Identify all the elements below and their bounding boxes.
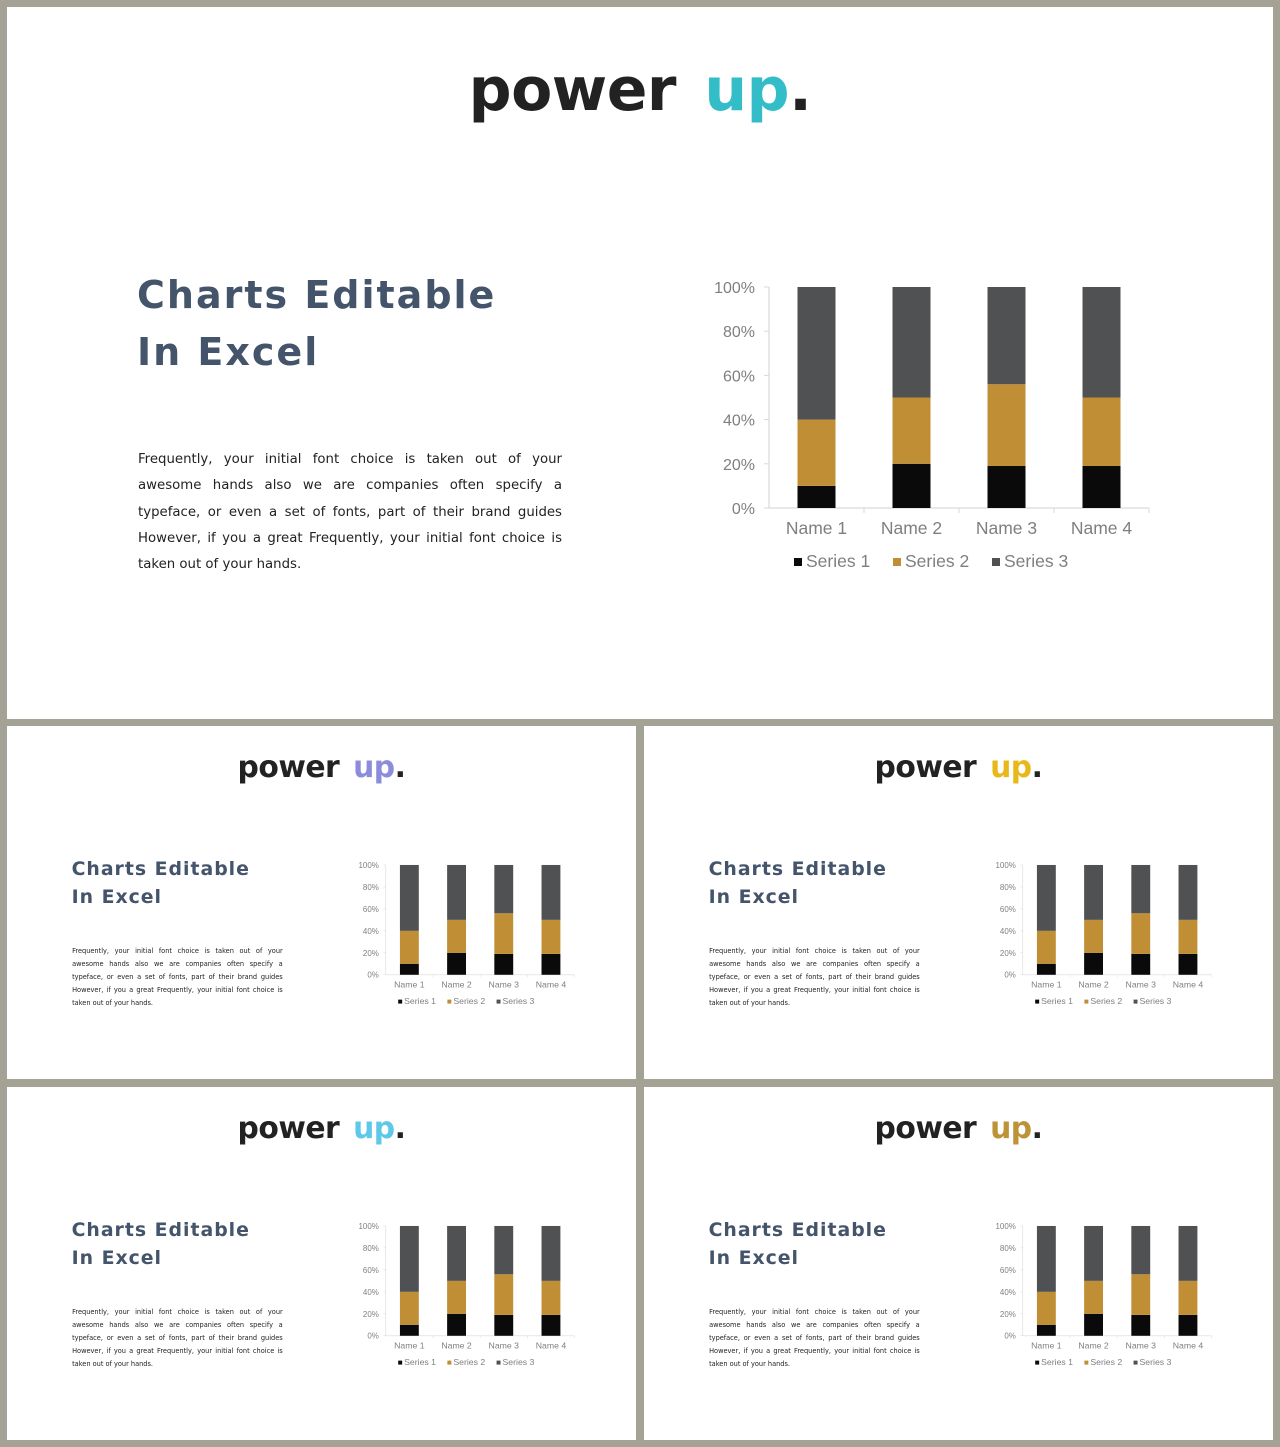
legend-label: Series 1 [1040,996,1073,1007]
legend-label: Series 2 [1090,996,1123,1007]
logo-word-power: power [874,749,977,785]
bar-series-2-name-1 [1037,1292,1056,1325]
legend-label: Series 1 [403,1357,436,1368]
stacked-bar-chart [350,1221,579,1370]
logo-word-power: power [237,749,340,785]
bar-series-2-name-1 [400,1292,419,1325]
logo-word-up: up [353,749,395,785]
body-paragraph: Frequently, your initial font choice is taken out of your awesome hands also we are companies often specify a typeface, or even a set of fonts, part of their brand guides However, if you a great Frequently, your initial font choice is taken out of your hands. [72,946,283,1007]
bar-series-1-name-4 [1083,466,1121,508]
legend-swatch [1084,1361,1088,1365]
x-tick-label: Name 3 [1125,979,1156,990]
logo-word-up: up [990,1110,1032,1146]
bar-series-3-name-1 [1037,865,1056,931]
x-tick-label: Name 3 [1125,1340,1156,1351]
bar-series-2-name-4 [1178,1281,1197,1315]
logo-word-up: up [990,749,1032,785]
y-tick-label: 40% [999,1287,1016,1297]
stacked-bar-chart [987,1221,1216,1370]
y-tick-label: 0% [367,970,379,980]
bar-series-2-name-4 [541,920,560,954]
heading-line-1: Charts Editable [708,858,887,881]
legend-swatch [398,1000,402,1004]
heading [709,855,887,912]
legend-label: Series 1 [806,551,871,571]
bar-series-1-name-1 [400,1325,419,1336]
bar-series-3-name-3 [494,1226,513,1274]
logo [644,1111,1273,1146]
logo [7,1111,636,1146]
y-tick-label: 60% [362,905,379,915]
bar-series-1-name-4 [1178,954,1197,975]
slide-4 [7,1087,636,1440]
x-tick-label: Name 2 [441,1340,472,1351]
bar-series-2-name-1 [400,931,419,964]
bar-series-2-name-2 [447,1281,466,1314]
x-tick-label: Name 1 [785,518,848,538]
y-tick-label: 0% [731,501,755,518]
bar-series-3-name-2 [447,865,466,920]
legend-swatch [398,1361,402,1365]
slide-2 [7,726,636,1079]
bar-series-3-name-4 [1178,1226,1197,1281]
bar-series-2-name-3 [1131,913,1150,954]
logo-word-power: power [237,1110,340,1146]
body-paragraph: Frequently, your initial font choice is taken out of your awesome hands also we are companies often specify a typeface, or even a set of fonts, part of their brand guides However, if you a great Frequently, your initial font choice is taken out of your hands. [709,1307,920,1368]
logo-dot: . [394,749,406,785]
bar-series-3-name-1 [400,865,419,931]
bar-series-3-name-4 [541,865,560,920]
bar-series-2-name-1 [1037,931,1056,964]
bar-series-1-name-1 [1037,1325,1056,1336]
heading [709,1216,887,1273]
bar-series-3-name-3 [1131,865,1150,913]
bar-series-1-name-4 [1178,1315,1197,1336]
bar-series-2-name-3 [494,1274,513,1315]
x-tick-label: Name 4 [535,1340,566,1351]
legend-swatch [447,1000,451,1004]
bar-series-3-name-1 [1037,1226,1056,1292]
bar-series-3-name-3 [494,865,513,913]
logo-word-up: up [704,55,790,125]
heading-line-2: In Excel [71,1247,163,1270]
legend-label: Series 3 [1139,1357,1172,1368]
bar-series-3-name-2 [1084,865,1103,920]
legend-label: Series 3 [502,1357,535,1368]
bar-series-1-name-3 [1131,1315,1150,1336]
x-tick-label: Name 4 [1070,518,1133,538]
y-tick-label: 80% [722,324,755,342]
slide-1 [7,7,1273,719]
x-tick-label: Name 1 [393,1340,425,1351]
body-paragraph: Frequently, your initial font choice is taken out of your awesome hands also we are companies often specify a typeface, or even a set of fonts, part of their brand guides However, if you a great Frequently, your initial font choice is taken out of your hands. [138,452,562,573]
x-tick-label: Name 1 [1030,979,1062,990]
x-tick-label: Name 2 [880,518,943,538]
y-tick-label: 40% [999,926,1016,936]
y-tick-label: 20% [362,1309,379,1319]
heading-line-2: In Excel [137,330,320,374]
x-tick-label: Name 3 [488,979,519,990]
bar-series-3-name-3 [988,287,1026,384]
logo-dot: . [1031,1110,1043,1146]
stacked-bar-chart [987,860,1216,1009]
y-tick-label: 40% [362,926,379,936]
bar-series-2-name-3 [988,384,1026,466]
heading-line-2: In Excel [708,1247,800,1270]
bar-series-1-name-4 [541,954,560,975]
legend-swatch [1133,1361,1137,1365]
y-tick-label: 80% [999,883,1016,893]
bar-series-1-name-1 [400,964,419,975]
y-tick-label: 40% [362,1287,379,1297]
legend-label: Series 3 [502,996,535,1007]
y-tick-label: 0% [367,1331,379,1341]
x-tick-label: Name 1 [393,979,425,990]
bar-series-1-name-2 [1084,1314,1103,1336]
y-tick-label: 80% [999,1244,1016,1254]
bar-series-3-name-3 [1131,1226,1150,1274]
heading-line-1: Charts Editable [71,1219,250,1242]
y-tick-label: 100% [358,861,379,871]
legend-swatch [496,1000,500,1004]
bar-series-2-name-2 [893,398,931,464]
legend-swatch [893,558,901,566]
y-tick-label: 100% [995,861,1016,871]
logo [7,55,1273,125]
legend-swatch [447,1361,451,1365]
logo [644,750,1273,785]
x-tick-label: Name 2 [441,979,472,990]
stacked-bar-chart [350,860,579,1009]
legend-swatch [1035,1000,1039,1004]
x-tick-label: Name 3 [488,1340,519,1351]
bar-series-3-name-4 [1178,865,1197,920]
logo-dot: . [789,55,812,125]
bar-series-2-name-2 [447,920,466,953]
logo [7,750,636,785]
legend-label: Series 2 [1090,1357,1123,1368]
legend-swatch [794,558,802,566]
y-tick-label: 100% [714,280,755,297]
logo-word-up: up [353,1110,395,1146]
y-tick-label: 60% [999,1266,1016,1276]
x-tick-label: Name 3 [975,518,1038,538]
heading-line-1: Charts Editable [708,1219,887,1242]
x-tick-label: Name 4 [535,979,566,990]
heading-line-1: Charts Editable [71,858,250,881]
bar-series-1-name-2 [893,464,931,508]
bar-series-3-name-1 [798,287,836,420]
bar-series-3-name-2 [1084,1226,1103,1281]
bar-series-1-name-1 [798,486,836,508]
bar-series-1-name-2 [447,953,466,975]
bar-series-2-name-3 [494,913,513,954]
heading [72,855,250,912]
y-tick-label: 20% [999,1309,1016,1319]
x-tick-label: Name 4 [1172,979,1203,990]
y-tick-label: 60% [999,905,1016,915]
heading [137,267,496,381]
legend-label: Series 3 [1139,996,1172,1007]
legend-label: Series 1 [403,996,436,1007]
y-tick-label: 80% [362,1244,379,1254]
legend-swatch [1133,1000,1137,1004]
y-tick-label: 20% [999,948,1016,958]
bar-series-1-name-4 [541,1315,560,1336]
bar-series-1-name-2 [1084,953,1103,975]
bar-series-1-name-2 [447,1314,466,1336]
y-tick-label: 40% [722,412,755,430]
body-paragraph: Frequently, your initial font choice is taken out of your awesome hands also we are companies often specify a typeface, or even a set of fonts, part of their brand guides However, if you a great Frequently, your initial font choice is taken out of your hands. [709,946,920,1007]
heading-line-1: Charts Editable [137,273,497,317]
bar-series-1-name-3 [1131,954,1150,975]
slide-5 [644,1087,1273,1440]
y-tick-label: 20% [362,948,379,958]
stacked-bar-chart [697,277,1157,577]
bar-series-3-name-2 [893,287,931,398]
bar-series-1-name-3 [988,466,1026,508]
y-tick-label: 20% [722,456,755,474]
bar-series-1-name-3 [494,1315,513,1336]
legend-swatch [1084,1000,1088,1004]
heading-line-2: In Excel [708,886,800,909]
bar-series-2-name-2 [1084,920,1103,953]
x-tick-label: Name 2 [1078,979,1109,990]
y-tick-label: 0% [1004,1331,1016,1341]
body-paragraph: Frequently, your initial font choice is taken out of your awesome hands also we are companies often specify a typeface, or even a set of fonts, part of their brand guides However, if you a great Frequently, your initial font choice is taken out of your hands. [72,1307,283,1368]
heading-line-2: In Excel [71,886,163,909]
legend-label: Series 2 [453,996,486,1007]
bar-series-2-name-3 [1131,1274,1150,1315]
logo-dot: . [394,1110,406,1146]
bar-series-2-name-4 [541,1281,560,1315]
legend-label: Series 3 [1004,551,1069,571]
bar-series-1-name-1 [1037,964,1056,975]
y-tick-label: 100% [358,1222,379,1232]
bar-series-2-name-4 [1083,398,1121,467]
bar-series-3-name-2 [447,1226,466,1281]
y-tick-label: 80% [362,883,379,893]
bar-series-2-name-4 [1178,920,1197,954]
heading [72,1216,250,1273]
legend-swatch [496,1361,500,1365]
x-tick-label: Name 1 [1030,1340,1062,1351]
bar-series-3-name-4 [541,1226,560,1281]
logo-word-power: power [874,1110,977,1146]
x-tick-label: Name 4 [1172,1340,1203,1351]
y-tick-label: 60% [362,1266,379,1276]
bar-series-3-name-1 [400,1226,419,1292]
legend-label: Series 1 [1040,1357,1073,1368]
x-tick-label: Name 2 [1078,1340,1109,1351]
bar-series-2-name-1 [798,420,836,486]
legend-label: Series 2 [905,551,970,571]
logo-dot: . [1031,749,1043,785]
bar-series-3-name-4 [1083,287,1121,398]
y-tick-label: 100% [995,1222,1016,1232]
legend-swatch [992,558,1000,566]
bar-series-1-name-3 [494,954,513,975]
legend-label: Series 2 [453,1357,486,1368]
bar-series-2-name-2 [1084,1281,1103,1314]
legend-swatch [1035,1361,1039,1365]
y-tick-label: 60% [722,368,755,386]
logo-word-power: power [468,55,677,125]
y-tick-label: 0% [1004,970,1016,980]
slide-3 [644,726,1273,1079]
